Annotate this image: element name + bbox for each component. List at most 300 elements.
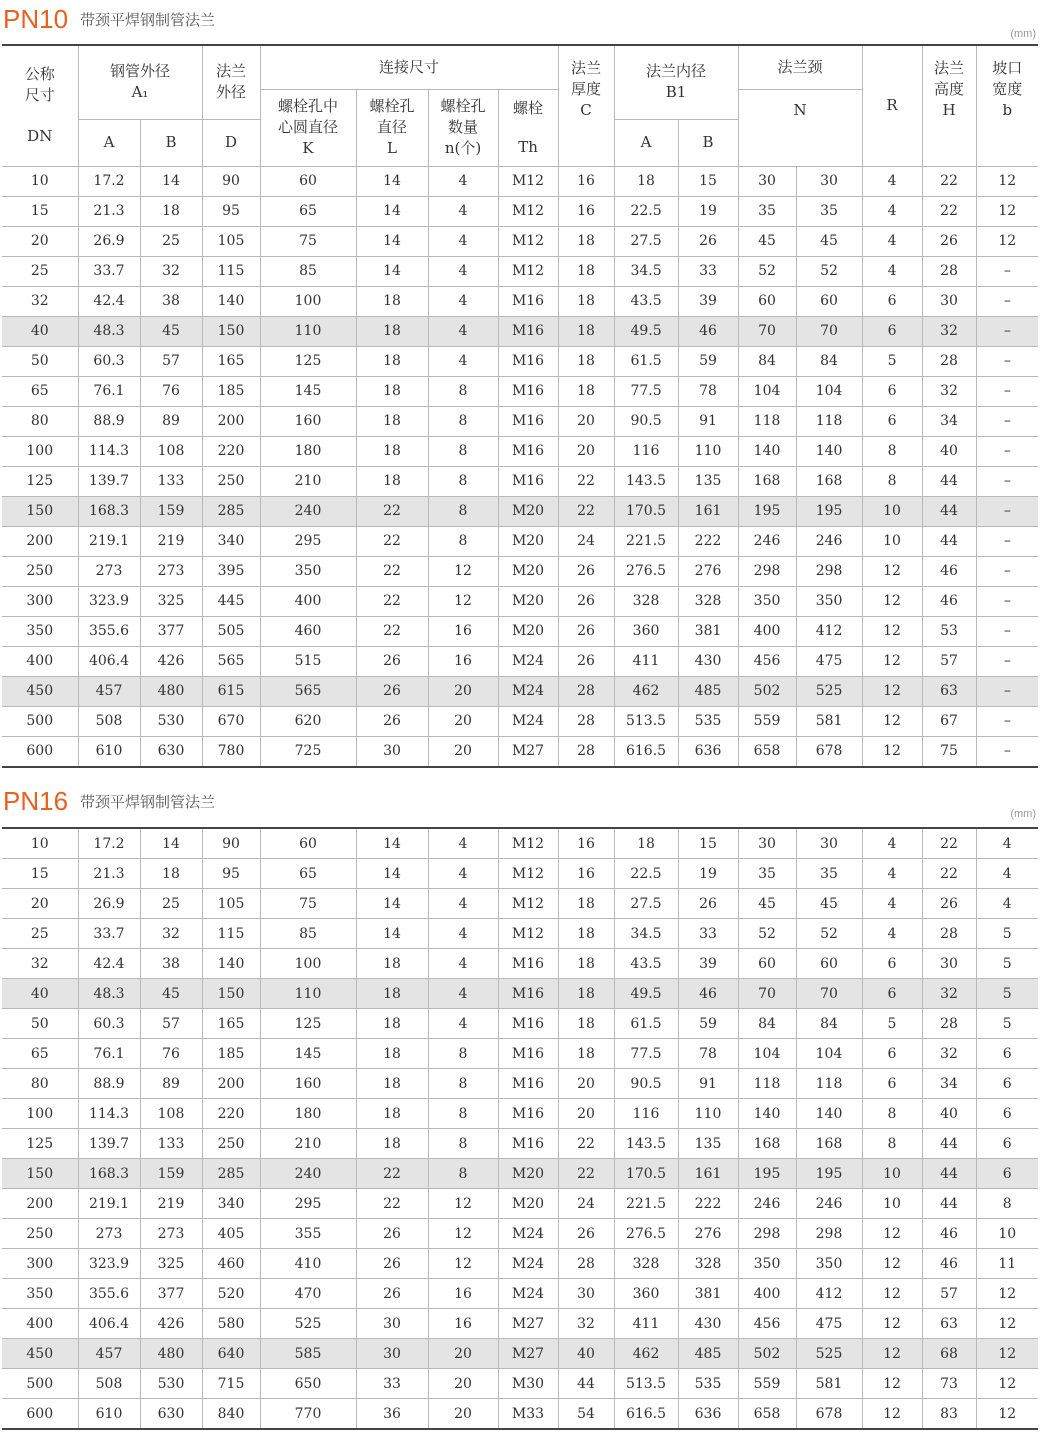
table-cell: 426 bbox=[140, 646, 202, 676]
table-row bbox=[2, 979, 1038, 1009]
table-cell: 12 bbox=[976, 1279, 1038, 1309]
table-cell: 12 bbox=[862, 556, 922, 586]
table-cell: 33 bbox=[356, 1369, 428, 1399]
table-cell: 18 bbox=[140, 196, 202, 226]
table-cell: 12 bbox=[862, 706, 922, 736]
table-cell: 22 bbox=[356, 586, 428, 616]
col-pipe-b: B bbox=[140, 119, 202, 166]
table-cell: 44 bbox=[558, 1369, 614, 1399]
table-cell: 40 bbox=[558, 1339, 614, 1369]
table-row bbox=[2, 376, 1038, 406]
table-cell: 22 bbox=[558, 496, 614, 526]
table-cell: 450 bbox=[2, 1339, 78, 1369]
table-cell: 18 bbox=[356, 1009, 428, 1039]
table-cell: 4 bbox=[428, 286, 498, 316]
table-cell: 25 bbox=[2, 919, 78, 949]
table-cell: 475 bbox=[796, 1309, 862, 1339]
table-cell: 195 bbox=[796, 496, 862, 526]
table-cell: 14 bbox=[356, 226, 428, 256]
table-cell: 6 bbox=[862, 1069, 922, 1099]
table-cell: 530 bbox=[140, 1369, 202, 1399]
table-cell: M16 bbox=[498, 1009, 558, 1039]
table-cell: 6 bbox=[862, 376, 922, 406]
table-cell: 221.5 bbox=[614, 526, 678, 556]
table-cell: 26 bbox=[356, 676, 428, 706]
table-cell: – bbox=[976, 316, 1038, 346]
table-cell: 25 bbox=[140, 226, 202, 256]
table-cell: 22 bbox=[922, 166, 976, 196]
table-cell: 200 bbox=[2, 526, 78, 556]
table-cell: 195 bbox=[796, 1159, 862, 1189]
table-cell: 168 bbox=[796, 1129, 862, 1159]
table-cell: 250 bbox=[2, 1219, 78, 1249]
table-cell: 340 bbox=[202, 1189, 260, 1219]
table-cell: 500 bbox=[2, 706, 78, 736]
table-cell: M16 bbox=[498, 436, 558, 466]
table-cell: 18 bbox=[558, 979, 614, 1009]
table-cell: 12 bbox=[862, 616, 922, 646]
table-cell: 350 bbox=[260, 556, 356, 586]
table-cell: 240 bbox=[260, 496, 356, 526]
table-cell: 22.5 bbox=[614, 196, 678, 226]
table-cell: 32 bbox=[922, 316, 976, 346]
table-cell: 27.5 bbox=[614, 226, 678, 256]
col-bore: 法兰内径 B1 bbox=[614, 45, 738, 119]
table-cell: 44 bbox=[922, 1129, 976, 1159]
table-cell: 6 bbox=[862, 406, 922, 436]
table-cell: 39 bbox=[678, 949, 738, 979]
col-thickness: 法兰 厚度 C bbox=[558, 45, 614, 166]
table-cell: 18 bbox=[356, 1099, 428, 1129]
table-cell: – bbox=[976, 406, 1038, 436]
table-cell: M27 bbox=[498, 1309, 558, 1339]
table-cell: 35 bbox=[796, 859, 862, 889]
table-cell: 12 bbox=[862, 676, 922, 706]
table-row bbox=[2, 1249, 1038, 1279]
table-cell: – bbox=[976, 676, 1038, 706]
table-cell: 4 bbox=[976, 859, 1038, 889]
table-cell: 513.5 bbox=[614, 1369, 678, 1399]
table-cell: 4 bbox=[428, 828, 498, 859]
table-cell: 325 bbox=[140, 586, 202, 616]
table-cell: 110 bbox=[678, 436, 738, 466]
table-cell: 43.5 bbox=[614, 286, 678, 316]
table-cell: 405 bbox=[202, 1219, 260, 1249]
table-cell: 22 bbox=[356, 556, 428, 586]
table-cell: 8 bbox=[428, 496, 498, 526]
table-row bbox=[2, 1069, 1038, 1099]
table-cell: 12 bbox=[862, 1249, 922, 1279]
table-cell: – bbox=[976, 496, 1038, 526]
table-cell: 18 bbox=[356, 1129, 428, 1159]
table-cell: 150 bbox=[202, 316, 260, 346]
table-cell: 219 bbox=[140, 526, 202, 556]
table-cell: 18 bbox=[558, 376, 614, 406]
table-cell: 90.5 bbox=[614, 1069, 678, 1099]
table-cell: M20 bbox=[498, 1189, 558, 1219]
table-row bbox=[2, 1129, 1038, 1159]
table-cell: 60 bbox=[260, 828, 356, 859]
table-cell: 60 bbox=[260, 166, 356, 196]
table-cell: M20 bbox=[498, 526, 558, 556]
table-row bbox=[2, 646, 1038, 676]
table-cell: 140 bbox=[202, 949, 260, 979]
table-cell: 91 bbox=[678, 1069, 738, 1099]
table-cell: 40 bbox=[922, 1099, 976, 1129]
table-cell: 45 bbox=[796, 889, 862, 919]
col-bolt-circle: 螺栓孔中 心圆直径 K bbox=[260, 89, 356, 166]
table-cell: 33.7 bbox=[78, 919, 140, 949]
table-cell: 276 bbox=[678, 1219, 738, 1249]
table-cell: 100 bbox=[2, 436, 78, 466]
table-cell: 328 bbox=[614, 1249, 678, 1279]
table-cell: 14 bbox=[356, 859, 428, 889]
table-cell: 170.5 bbox=[614, 496, 678, 526]
table-cell: M20 bbox=[498, 616, 558, 646]
table-cell: 276 bbox=[678, 556, 738, 586]
table-cell: 678 bbox=[796, 1399, 862, 1430]
table-row bbox=[2, 1219, 1038, 1249]
table-cell: 26 bbox=[678, 889, 738, 919]
table-cell: 30 bbox=[356, 1339, 428, 1369]
table-cell: 4 bbox=[862, 196, 922, 226]
table-cell: 34 bbox=[922, 1069, 976, 1099]
pn10-title: 带颈平焊钢制管法兰 bbox=[80, 10, 216, 29]
table-cell: 20 bbox=[2, 889, 78, 919]
table-cell: 22 bbox=[558, 466, 614, 496]
table-cell: 12 bbox=[862, 1399, 922, 1430]
table-cell: 32 bbox=[558, 1309, 614, 1339]
table-row bbox=[2, 706, 1038, 736]
table-cell: 460 bbox=[260, 616, 356, 646]
table-cell: 4 bbox=[428, 316, 498, 346]
table-cell: 30 bbox=[738, 166, 796, 196]
table-cell: 210 bbox=[260, 1129, 356, 1159]
table-cell: 11 bbox=[976, 1249, 1038, 1279]
table-cell: 620 bbox=[260, 706, 356, 736]
table-cell: 168.3 bbox=[78, 496, 140, 526]
table-cell: 22 bbox=[558, 1129, 614, 1159]
table-cell: 28 bbox=[922, 1009, 976, 1039]
table-cell: 20 bbox=[558, 1069, 614, 1099]
table-cell: 35 bbox=[738, 859, 796, 889]
table-cell: 18 bbox=[356, 979, 428, 1009]
table-cell: 250 bbox=[202, 1129, 260, 1159]
table-row bbox=[2, 466, 1038, 496]
table-cell: 520 bbox=[202, 1279, 260, 1309]
table-cell: 185 bbox=[202, 376, 260, 406]
table-cell: 8 bbox=[862, 1099, 922, 1129]
table-row bbox=[2, 496, 1038, 526]
table-cell: 33 bbox=[678, 919, 738, 949]
table-row bbox=[2, 586, 1038, 616]
table-cell: 14 bbox=[140, 166, 202, 196]
table-cell: M16 bbox=[498, 1069, 558, 1099]
table-cell: 38 bbox=[140, 286, 202, 316]
table-cell: 46 bbox=[922, 1219, 976, 1249]
table-cell: 4 bbox=[862, 226, 922, 256]
table-cell: – bbox=[976, 706, 1038, 736]
table-cell: 8 bbox=[976, 1189, 1038, 1219]
table-cell: 22 bbox=[922, 828, 976, 859]
table-cell: 12 bbox=[862, 1309, 922, 1339]
table-cell: M24 bbox=[498, 706, 558, 736]
table-cell: 168.3 bbox=[78, 1159, 140, 1189]
table-cell: 411 bbox=[614, 1309, 678, 1339]
table-cell: 60 bbox=[738, 949, 796, 979]
table-cell: 76.1 bbox=[78, 376, 140, 406]
table-cell: 412 bbox=[796, 616, 862, 646]
table-cell: 114.3 bbox=[78, 436, 140, 466]
table-row bbox=[2, 436, 1038, 466]
table-cell: 42.4 bbox=[78, 286, 140, 316]
table-cell: 30 bbox=[356, 736, 428, 767]
table-cell: 116 bbox=[614, 1099, 678, 1129]
table-cell: 350 bbox=[738, 1249, 796, 1279]
table-cell: 445 bbox=[202, 586, 260, 616]
table-cell: 40 bbox=[922, 436, 976, 466]
table-cell: 26 bbox=[558, 556, 614, 586]
table-cell: 480 bbox=[140, 676, 202, 706]
table-cell: 46 bbox=[922, 586, 976, 616]
table-cell: 559 bbox=[738, 706, 796, 736]
table-cell: 89 bbox=[140, 1069, 202, 1099]
table-cell: 78 bbox=[678, 376, 738, 406]
table-cell: 16 bbox=[428, 616, 498, 646]
table-cell: 26 bbox=[558, 586, 614, 616]
table-cell: 65 bbox=[2, 376, 78, 406]
table-cell: 32 bbox=[922, 979, 976, 1009]
table-cell: 45 bbox=[738, 889, 796, 919]
table-cell: 32 bbox=[2, 286, 78, 316]
table-cell: 46 bbox=[922, 1249, 976, 1279]
table-cell: 610 bbox=[78, 736, 140, 767]
table-cell: 616.5 bbox=[614, 1399, 678, 1430]
table-cell: 4 bbox=[428, 979, 498, 1009]
table-cell: – bbox=[976, 556, 1038, 586]
table-cell: – bbox=[976, 646, 1038, 676]
table-cell: 180 bbox=[260, 436, 356, 466]
table-cell: 133 bbox=[140, 1129, 202, 1159]
table-cell: 4 bbox=[428, 859, 498, 889]
table-cell: 770 bbox=[260, 1399, 356, 1430]
table-cell: 5 bbox=[862, 346, 922, 376]
table-cell: 8 bbox=[428, 1099, 498, 1129]
table-cell: 4 bbox=[428, 346, 498, 376]
table-row bbox=[2, 1339, 1038, 1369]
table-cell: 18 bbox=[558, 949, 614, 979]
table-cell: 16 bbox=[558, 828, 614, 859]
table-row bbox=[2, 1279, 1038, 1309]
table-cell: 610 bbox=[78, 1399, 140, 1430]
table-cell: 61.5 bbox=[614, 346, 678, 376]
col-flange-d: D bbox=[202, 119, 260, 166]
table-cell: 14 bbox=[356, 828, 428, 859]
table-cell: 140 bbox=[202, 286, 260, 316]
table-cell: 17.2 bbox=[78, 166, 140, 196]
table-cell: 20 bbox=[428, 676, 498, 706]
table-cell: 273 bbox=[140, 1219, 202, 1249]
table-cell: 108 bbox=[140, 436, 202, 466]
table-cell: 104 bbox=[796, 376, 862, 406]
pn10-code: PN10 bbox=[3, 4, 69, 34]
table-cell: 22 bbox=[356, 1159, 428, 1189]
table-cell: 48.3 bbox=[78, 316, 140, 346]
table-cell: 67 bbox=[922, 706, 976, 736]
table-cell: 4 bbox=[428, 166, 498, 196]
table-cell: 60 bbox=[796, 286, 862, 316]
table-cell: 295 bbox=[260, 526, 356, 556]
table-cell: 10 bbox=[862, 1159, 922, 1189]
table-cell: 108 bbox=[140, 1099, 202, 1129]
table-cell: 219.1 bbox=[78, 526, 140, 556]
table-cell: 60.3 bbox=[78, 1009, 140, 1039]
table-cell: 165 bbox=[202, 1009, 260, 1039]
table-cell: 38 bbox=[140, 949, 202, 979]
table-cell: 35 bbox=[738, 196, 796, 226]
table-cell: – bbox=[976, 616, 1038, 646]
table-cell: 4 bbox=[862, 889, 922, 919]
table-cell: 26 bbox=[356, 1219, 428, 1249]
table-cell: 100 bbox=[260, 286, 356, 316]
table-cell: 15 bbox=[2, 196, 78, 226]
table-row bbox=[2, 1369, 1038, 1399]
table-row bbox=[2, 919, 1038, 949]
table-cell: 220 bbox=[202, 436, 260, 466]
table-cell: M16 bbox=[498, 1099, 558, 1129]
table-cell: 5 bbox=[976, 919, 1038, 949]
table-cell: 70 bbox=[738, 316, 796, 346]
table-cell: – bbox=[976, 436, 1038, 466]
table-cell: 18 bbox=[558, 919, 614, 949]
table-cell: 20 bbox=[428, 706, 498, 736]
table-cell: 18 bbox=[140, 859, 202, 889]
table-cell: 46 bbox=[678, 979, 738, 1009]
table-cell: 28 bbox=[558, 676, 614, 706]
col-height: 法兰 高度 H bbox=[922, 45, 976, 166]
table-cell: 70 bbox=[796, 316, 862, 346]
table-cell: 4 bbox=[428, 949, 498, 979]
table-cell: 104 bbox=[738, 376, 796, 406]
table-cell: 340 bbox=[202, 526, 260, 556]
table-cell: 195 bbox=[738, 1159, 796, 1189]
table-cell: 8 bbox=[428, 376, 498, 406]
col-bore-b: B bbox=[678, 119, 738, 166]
table-cell: 49.5 bbox=[614, 979, 678, 1009]
table-cell: 580 bbox=[202, 1309, 260, 1339]
table-cell: 68 bbox=[922, 1339, 976, 1369]
table-row bbox=[2, 406, 1038, 436]
table-cell: 400 bbox=[260, 586, 356, 616]
table-cell: 525 bbox=[260, 1309, 356, 1339]
table-cell: M16 bbox=[498, 949, 558, 979]
table-cell: 515 bbox=[260, 646, 356, 676]
table-cell: 25 bbox=[2, 256, 78, 286]
table-cell: 185 bbox=[202, 1039, 260, 1069]
table-cell: 8 bbox=[428, 1129, 498, 1159]
table-cell: 84 bbox=[738, 1009, 796, 1039]
table-cell: 26.9 bbox=[78, 889, 140, 919]
table-cell: 12 bbox=[862, 736, 922, 767]
table-cell: 26 bbox=[558, 616, 614, 646]
table-cell: 678 bbox=[796, 736, 862, 767]
table-cell: 298 bbox=[738, 1219, 796, 1249]
table-cell: 246 bbox=[796, 526, 862, 556]
table-cell: 18 bbox=[356, 406, 428, 436]
table-cell: 95 bbox=[202, 196, 260, 226]
table-cell: 161 bbox=[678, 496, 738, 526]
table-cell: M12 bbox=[498, 226, 558, 256]
table-cell: 350 bbox=[796, 586, 862, 616]
table-cell: 116 bbox=[614, 436, 678, 466]
table-cell: 14 bbox=[356, 256, 428, 286]
col-pipe-od: 钢管外径 A₁ bbox=[78, 45, 202, 119]
table-cell: 8 bbox=[428, 436, 498, 466]
pn16-unit: (mm) bbox=[1010, 808, 1036, 820]
table-cell: 22 bbox=[922, 859, 976, 889]
table-cell: 328 bbox=[678, 586, 738, 616]
table-cell: 4 bbox=[976, 889, 1038, 919]
table-cell: 430 bbox=[678, 646, 738, 676]
table-cell: 22 bbox=[558, 1159, 614, 1189]
table-cell: 12 bbox=[976, 196, 1038, 226]
table-cell: 63 bbox=[922, 1309, 976, 1339]
table-cell: 565 bbox=[260, 676, 356, 706]
table-cell: M12 bbox=[498, 196, 558, 226]
table-cell: 12 bbox=[862, 586, 922, 616]
table-cell: 54 bbox=[558, 1399, 614, 1430]
table-cell: 298 bbox=[796, 556, 862, 586]
table-cell: 276.5 bbox=[614, 1219, 678, 1249]
table-cell: 100 bbox=[2, 1099, 78, 1129]
col-bolt-count: 螺栓孔 数量 n(个) bbox=[428, 89, 498, 166]
table-cell: 840 bbox=[202, 1399, 260, 1430]
table-cell: 90 bbox=[202, 166, 260, 196]
table-cell: 10 bbox=[862, 496, 922, 526]
table-cell: 6 bbox=[976, 1039, 1038, 1069]
table-cell: 110 bbox=[678, 1099, 738, 1129]
table-cell: M12 bbox=[498, 166, 558, 196]
table-cell: 19 bbox=[678, 196, 738, 226]
table-cell: 40 bbox=[2, 979, 78, 1009]
table-cell: 133 bbox=[140, 466, 202, 496]
table-cell: 411 bbox=[614, 646, 678, 676]
table-cell: 5 bbox=[976, 979, 1038, 1009]
table-cell: 104 bbox=[796, 1039, 862, 1069]
table-cell: 600 bbox=[2, 736, 78, 767]
table-cell: 105 bbox=[202, 226, 260, 256]
table-cell: 84 bbox=[796, 1009, 862, 1039]
table-cell: 115 bbox=[202, 919, 260, 949]
table-cell: 52 bbox=[738, 919, 796, 949]
table-cell: – bbox=[976, 376, 1038, 406]
table-cell: 18 bbox=[558, 889, 614, 919]
table-cell: 525 bbox=[796, 676, 862, 706]
table-cell: 200 bbox=[202, 1069, 260, 1099]
table-cell: 50 bbox=[2, 346, 78, 376]
table-cell: 140 bbox=[796, 436, 862, 466]
table-cell: 145 bbox=[260, 376, 356, 406]
table-cell: 16 bbox=[558, 859, 614, 889]
table-cell: 220 bbox=[202, 1099, 260, 1129]
table-cell: 412 bbox=[796, 1279, 862, 1309]
table-cell: 18 bbox=[356, 316, 428, 346]
table-cell: 19 bbox=[678, 859, 738, 889]
table-cell: 24 bbox=[558, 526, 614, 556]
col-neck-n: N bbox=[738, 89, 862, 166]
table-cell: 640 bbox=[202, 1339, 260, 1369]
table-cell: 581 bbox=[796, 1369, 862, 1399]
